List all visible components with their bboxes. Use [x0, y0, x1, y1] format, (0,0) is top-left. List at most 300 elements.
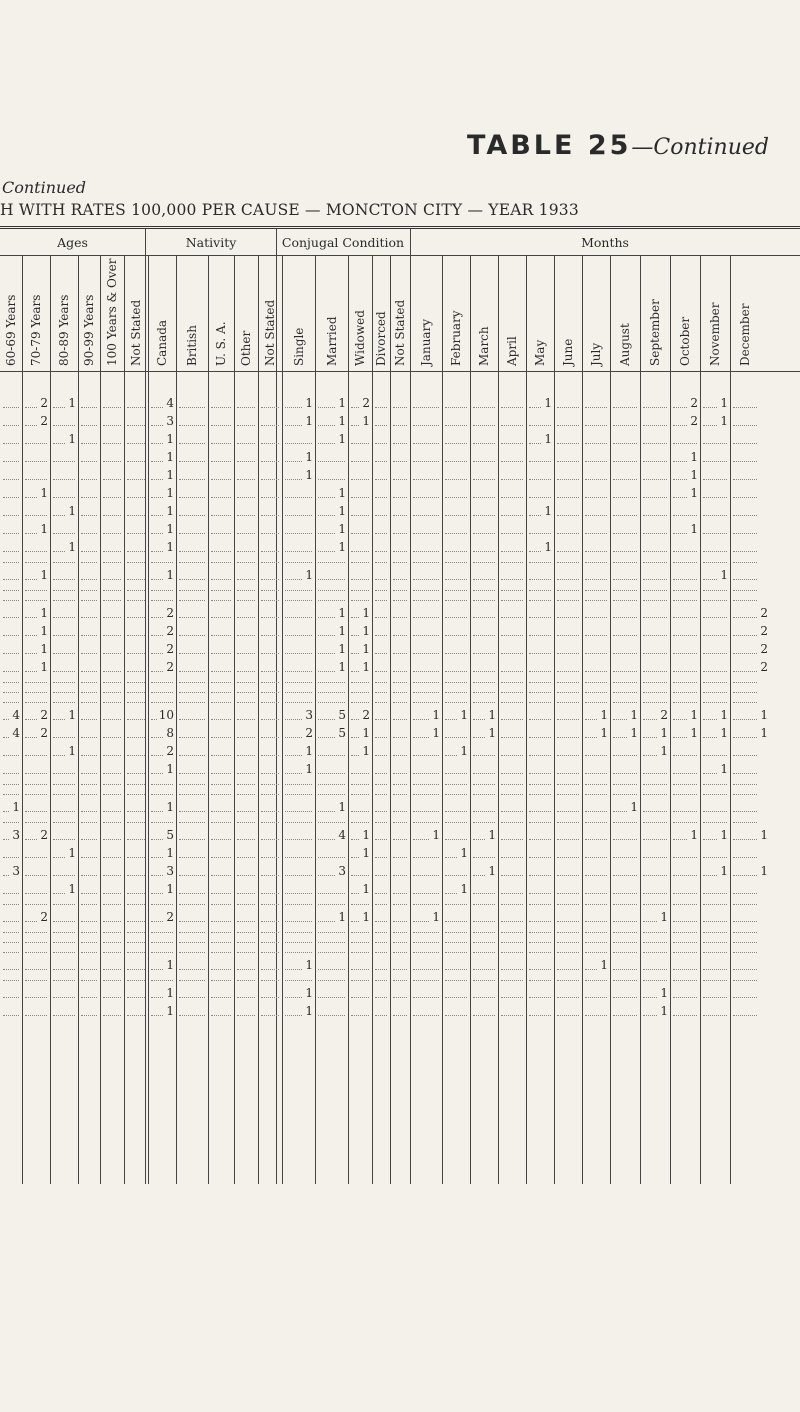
leader-dots — [351, 479, 369, 480]
leader-dots — [261, 932, 279, 933]
leader-dots — [81, 980, 97, 981]
leader-dots — [557, 617, 579, 618]
leader-dots — [585, 997, 607, 998]
leader-dots — [237, 794, 255, 795]
leader-dots — [501, 942, 523, 943]
leader-dots — [413, 551, 439, 552]
leader-dots — [501, 737, 523, 738]
leader-dots — [318, 461, 345, 462]
leader-dots — [211, 590, 231, 591]
table-row — [0, 725, 800, 743]
leader-dots — [103, 997, 121, 998]
group-rule — [0, 255, 800, 256]
leader-dots — [673, 952, 697, 953]
leader-dots — [103, 653, 121, 654]
table-row — [0, 467, 800, 485]
leader-dots — [643, 461, 667, 462]
table-row — [0, 567, 800, 585]
column-header: Not Stated — [129, 299, 143, 366]
leader-dots — [179, 425, 205, 426]
table-cell: 1 — [690, 450, 698, 464]
table-cell: 1 — [600, 708, 608, 722]
leader-dots — [445, 635, 467, 636]
leader-dots — [673, 969, 697, 970]
leader-dots — [733, 997, 757, 998]
leader-dots — [179, 719, 205, 720]
leader-dots — [211, 822, 231, 823]
table-cell: 1 — [362, 828, 370, 842]
column-header: December — [738, 303, 752, 366]
leader-dots — [393, 839, 407, 840]
leader-dots — [733, 702, 757, 703]
column-header: February — [449, 310, 463, 366]
leader-dots — [585, 932, 607, 933]
leader-dots — [673, 794, 697, 795]
leader-dots — [375, 635, 387, 636]
table-cell: 1 — [362, 726, 370, 740]
leader-dots — [81, 443, 97, 444]
leader-dots — [643, 969, 667, 970]
leader-dots — [613, 617, 637, 618]
leader-dots — [473, 980, 495, 981]
leader-dots — [557, 952, 579, 953]
leader-dots — [585, 671, 607, 672]
leader-dots — [375, 497, 387, 498]
leader-dots — [179, 533, 205, 534]
leader-dots — [643, 671, 667, 672]
leader-dots — [81, 737, 97, 738]
table-cell: 1 — [166, 504, 174, 518]
leader-dots — [237, 952, 255, 953]
leader-dots — [103, 921, 121, 922]
leader-dots — [261, 969, 279, 970]
leader-dots — [703, 461, 727, 462]
leader-dots — [127, 997, 145, 998]
leader-dots — [261, 461, 279, 462]
leader-dots — [237, 904, 255, 905]
leader-dots — [127, 407, 145, 408]
leader-dots — [179, 839, 205, 840]
blank-row — [0, 557, 800, 567]
leader-dots — [81, 773, 97, 774]
leader-dots — [261, 425, 279, 426]
group-conjugal: Conjugal Condition — [281, 235, 405, 250]
leader-dots — [261, 857, 279, 858]
leader-dots — [53, 590, 75, 591]
leader-dots — [445, 425, 467, 426]
leader-dots — [318, 857, 345, 858]
leader-dots — [211, 839, 231, 840]
leader-dots — [413, 497, 439, 498]
table-cell: 2 — [362, 396, 370, 410]
leader-dots — [127, 692, 145, 693]
leader-dots — [179, 1015, 205, 1016]
leader-dots — [413, 794, 439, 795]
leader-dots — [557, 515, 579, 516]
leader-dots — [25, 515, 47, 516]
leader-dots — [473, 600, 495, 601]
leader-dots — [473, 497, 495, 498]
leader-dots — [53, 969, 75, 970]
leader-dots — [613, 980, 637, 981]
leader-dots — [529, 1015, 551, 1016]
leader-dots — [237, 682, 255, 683]
leader-dots — [413, 600, 439, 601]
leader-dots — [81, 875, 97, 876]
leader-dots — [53, 839, 75, 840]
table-cell: 1 — [40, 486, 48, 500]
leader-dots — [351, 1015, 369, 1016]
leader-dots — [445, 952, 467, 953]
table-cell: 1 — [338, 606, 346, 620]
leader-dots — [585, 479, 607, 480]
leader-dots — [501, 617, 523, 618]
table-cell: 1 — [630, 708, 638, 722]
leader-dots — [285, 893, 312, 894]
leader-dots — [127, 653, 145, 654]
table-cell: 1 — [305, 986, 313, 1000]
table-cell: 1 — [68, 540, 76, 554]
table-cell: 1 — [460, 846, 468, 860]
leader-dots — [643, 811, 667, 812]
leader-dots — [445, 407, 467, 408]
leader-dots — [473, 942, 495, 943]
leader-dots — [261, 737, 279, 738]
leader-dots — [25, 551, 47, 552]
leader-dots — [261, 692, 279, 693]
leader-dots — [613, 755, 637, 756]
table-cell: 1 — [338, 432, 346, 446]
leader-dots — [179, 682, 205, 683]
leader-dots — [261, 443, 279, 444]
leader-dots — [151, 590, 173, 591]
leader-dots — [673, 932, 697, 933]
table-cell: 1 — [305, 958, 313, 972]
leader-dots — [375, 839, 387, 840]
leader-dots — [557, 932, 579, 933]
leader-dots — [25, 562, 47, 563]
leader-dots — [703, 921, 727, 922]
leader-dots — [179, 857, 205, 858]
leader-dots — [613, 692, 637, 693]
column-header: November — [708, 302, 722, 366]
leader-dots — [53, 980, 75, 981]
leader-dots — [81, 839, 97, 840]
leader-dots — [413, 980, 439, 981]
leader-dots — [237, 1015, 255, 1016]
leader-dots — [261, 617, 279, 618]
leader-dots — [557, 600, 579, 601]
leader-dots — [673, 773, 697, 774]
leader-dots — [703, 980, 727, 981]
table-cell: 2 — [305, 726, 313, 740]
leader-dots — [237, 811, 255, 812]
table-cell: 1 — [166, 1004, 174, 1018]
leader-dots — [529, 590, 551, 591]
leader-dots — [237, 692, 255, 693]
table-cell: 1 — [362, 606, 370, 620]
leader-dots — [643, 590, 667, 591]
leader-dots — [703, 533, 727, 534]
table-cell: 1 — [166, 468, 174, 482]
leader-dots — [375, 942, 387, 943]
leader-dots — [151, 682, 173, 683]
leader-dots — [613, 1015, 637, 1016]
leader-dots — [501, 533, 523, 534]
leader-dots — [529, 839, 551, 840]
leader-dots — [473, 932, 495, 933]
leader-dots — [179, 562, 205, 563]
leader-dots — [703, 969, 727, 970]
leader-dots — [557, 719, 579, 720]
leader-dots — [25, 590, 47, 591]
leader-dots — [613, 942, 637, 943]
table-cell: 1 — [305, 414, 313, 428]
leader-dots — [529, 719, 551, 720]
table-cell: 1 — [660, 726, 668, 740]
leader-dots — [285, 932, 312, 933]
leader-dots — [473, 857, 495, 858]
table-cell: 5 — [338, 708, 346, 722]
leader-dots — [445, 551, 467, 552]
leader-dots — [445, 932, 467, 933]
leader-dots — [318, 942, 345, 943]
table-cell: 1 — [68, 396, 76, 410]
leader-dots — [318, 997, 345, 998]
leader-dots — [127, 904, 145, 905]
leader-dots — [529, 497, 551, 498]
leader-dots — [585, 600, 607, 601]
table-row — [0, 539, 800, 557]
leader-dots — [3, 857, 19, 858]
leader-dots — [81, 425, 97, 426]
leader-dots — [673, 600, 697, 601]
table-cell: 1 — [40, 624, 48, 638]
table-cell: 1 — [338, 414, 346, 428]
leader-dots — [318, 794, 345, 795]
leader-dots — [473, 653, 495, 654]
leader-dots — [585, 980, 607, 981]
leader-dots — [643, 904, 667, 905]
leader-dots — [127, 635, 145, 636]
leader-dots — [529, 671, 551, 672]
leader-dots — [613, 443, 637, 444]
leader-dots — [473, 702, 495, 703]
leader-dots — [445, 737, 467, 738]
table-cell: 1 — [338, 624, 346, 638]
leader-dots — [318, 980, 345, 981]
table-cell: 2 — [660, 708, 668, 722]
leader-dots — [473, 811, 495, 812]
leader-dots — [261, 702, 279, 703]
leader-dots — [393, 737, 407, 738]
leader-dots — [285, 952, 312, 953]
leader-dots — [413, 425, 439, 426]
leader-dots — [3, 497, 19, 498]
leader-dots — [53, 425, 75, 426]
leader-dots — [351, 794, 369, 795]
leader-dots — [81, 515, 97, 516]
leader-dots — [179, 515, 205, 516]
leader-dots — [473, 893, 495, 894]
table-cell: 1 — [460, 708, 468, 722]
leader-dots — [673, 784, 697, 785]
leader-dots — [103, 692, 121, 693]
leader-dots — [733, 515, 757, 516]
leader-dots — [501, 811, 523, 812]
leader-dots — [127, 794, 145, 795]
leader-dots — [501, 702, 523, 703]
leader-dots — [703, 682, 727, 683]
leader-dots — [211, 515, 231, 516]
leader-dots — [703, 515, 727, 516]
leader-dots — [413, 515, 439, 516]
leader-dots — [585, 875, 607, 876]
table-cell: 1 — [630, 800, 638, 814]
leader-dots — [53, 773, 75, 774]
leader-dots — [351, 811, 369, 812]
leader-dots — [127, 479, 145, 480]
leader-dots — [237, 755, 255, 756]
leader-dots — [318, 969, 345, 970]
leader-dots — [733, 932, 757, 933]
leader-dots — [285, 857, 312, 858]
leader-dots — [413, 461, 439, 462]
leader-dots — [733, 952, 757, 953]
leader-dots — [285, 515, 312, 516]
leader-dots — [473, 969, 495, 970]
table-cell: 1 — [362, 882, 370, 896]
leader-dots — [151, 794, 173, 795]
leader-dots — [103, 443, 121, 444]
column-header: Single — [291, 327, 306, 366]
leader-dots — [211, 692, 231, 693]
leader-dots — [151, 784, 173, 785]
leader-dots — [211, 443, 231, 444]
leader-dots — [393, 579, 407, 580]
leader-dots — [103, 497, 121, 498]
leader-dots — [585, 952, 607, 953]
leader-dots — [557, 479, 579, 480]
leader-dots — [413, 1015, 439, 1016]
leader-dots — [413, 969, 439, 970]
leader-dots — [53, 600, 75, 601]
leader-dots — [103, 773, 121, 774]
leader-dots — [127, 811, 145, 812]
blank-row — [0, 697, 800, 707]
leader-dots — [501, 932, 523, 933]
leader-dots — [673, 904, 697, 905]
leader-dots — [501, 407, 523, 408]
leader-dots — [445, 533, 467, 534]
column-header: 60-69 Years — [4, 294, 18, 366]
leader-dots — [3, 893, 19, 894]
leader-dots — [375, 617, 387, 618]
leader-dots — [613, 857, 637, 858]
leader-dots — [179, 921, 205, 922]
leader-dots — [25, 997, 47, 998]
leader-dots — [211, 671, 231, 672]
leader-dots — [445, 617, 467, 618]
leader-dots — [413, 893, 439, 894]
leader-dots — [643, 479, 667, 480]
leader-dots — [445, 443, 467, 444]
leader-dots — [393, 600, 407, 601]
leader-dots — [25, 443, 47, 444]
leader-dots — [501, 551, 523, 552]
leader-dots — [53, 671, 75, 672]
leader-dots — [25, 773, 47, 774]
leader-dots — [473, 784, 495, 785]
leader-dots — [237, 932, 255, 933]
leader-dots — [237, 653, 255, 654]
table-cell: 1 — [362, 744, 370, 758]
leader-dots — [643, 839, 667, 840]
leader-dots — [3, 551, 19, 552]
table-cell: 1 — [166, 486, 174, 500]
leader-dots — [585, 822, 607, 823]
table-row — [0, 881, 800, 899]
leader-dots — [179, 755, 205, 756]
leader-dots — [351, 600, 369, 601]
leader-dots — [413, 443, 439, 444]
leader-dots — [53, 497, 75, 498]
leader-dots — [127, 893, 145, 894]
leader-dots — [585, 407, 607, 408]
leader-dots — [473, 533, 495, 534]
leader-dots — [703, 952, 727, 953]
leader-dots — [237, 579, 255, 580]
leader-dots — [211, 893, 231, 894]
table-cell: 1 — [544, 540, 552, 554]
leader-dots — [585, 702, 607, 703]
leader-dots — [501, 773, 523, 774]
leader-dots — [733, 893, 757, 894]
leader-dots — [3, 969, 19, 970]
leader-dots — [25, 942, 47, 943]
table-cell: 2 — [760, 642, 768, 656]
table-cell: 8 — [166, 726, 174, 740]
table-cell: 2 — [166, 910, 174, 924]
blank-row — [0, 585, 800, 595]
leader-dots — [393, 551, 407, 552]
leader-dots — [557, 839, 579, 840]
leader-dots — [285, 921, 312, 922]
leader-dots — [529, 893, 551, 894]
leader-dots — [413, 942, 439, 943]
leader-dots — [413, 997, 439, 998]
leader-dots — [445, 1015, 467, 1016]
leader-dots — [351, 497, 369, 498]
leader-dots — [127, 952, 145, 953]
leader-dots — [375, 784, 387, 785]
leader-dots — [237, 942, 255, 943]
table-cell: 1 — [166, 432, 174, 446]
leader-dots — [501, 515, 523, 516]
leader-dots — [127, 515, 145, 516]
leader-dots — [81, 533, 97, 534]
leader-dots — [585, 1015, 607, 1016]
leader-dots — [103, 893, 121, 894]
table-cell: 1 — [720, 762, 728, 776]
leader-dots — [127, 969, 145, 970]
leader-dots — [557, 551, 579, 552]
leader-dots — [211, 921, 231, 922]
table-cell: 2 — [760, 660, 768, 674]
table-cell: 1 — [690, 468, 698, 482]
table-cell: 1 — [305, 744, 313, 758]
column-header: March — [477, 326, 491, 366]
